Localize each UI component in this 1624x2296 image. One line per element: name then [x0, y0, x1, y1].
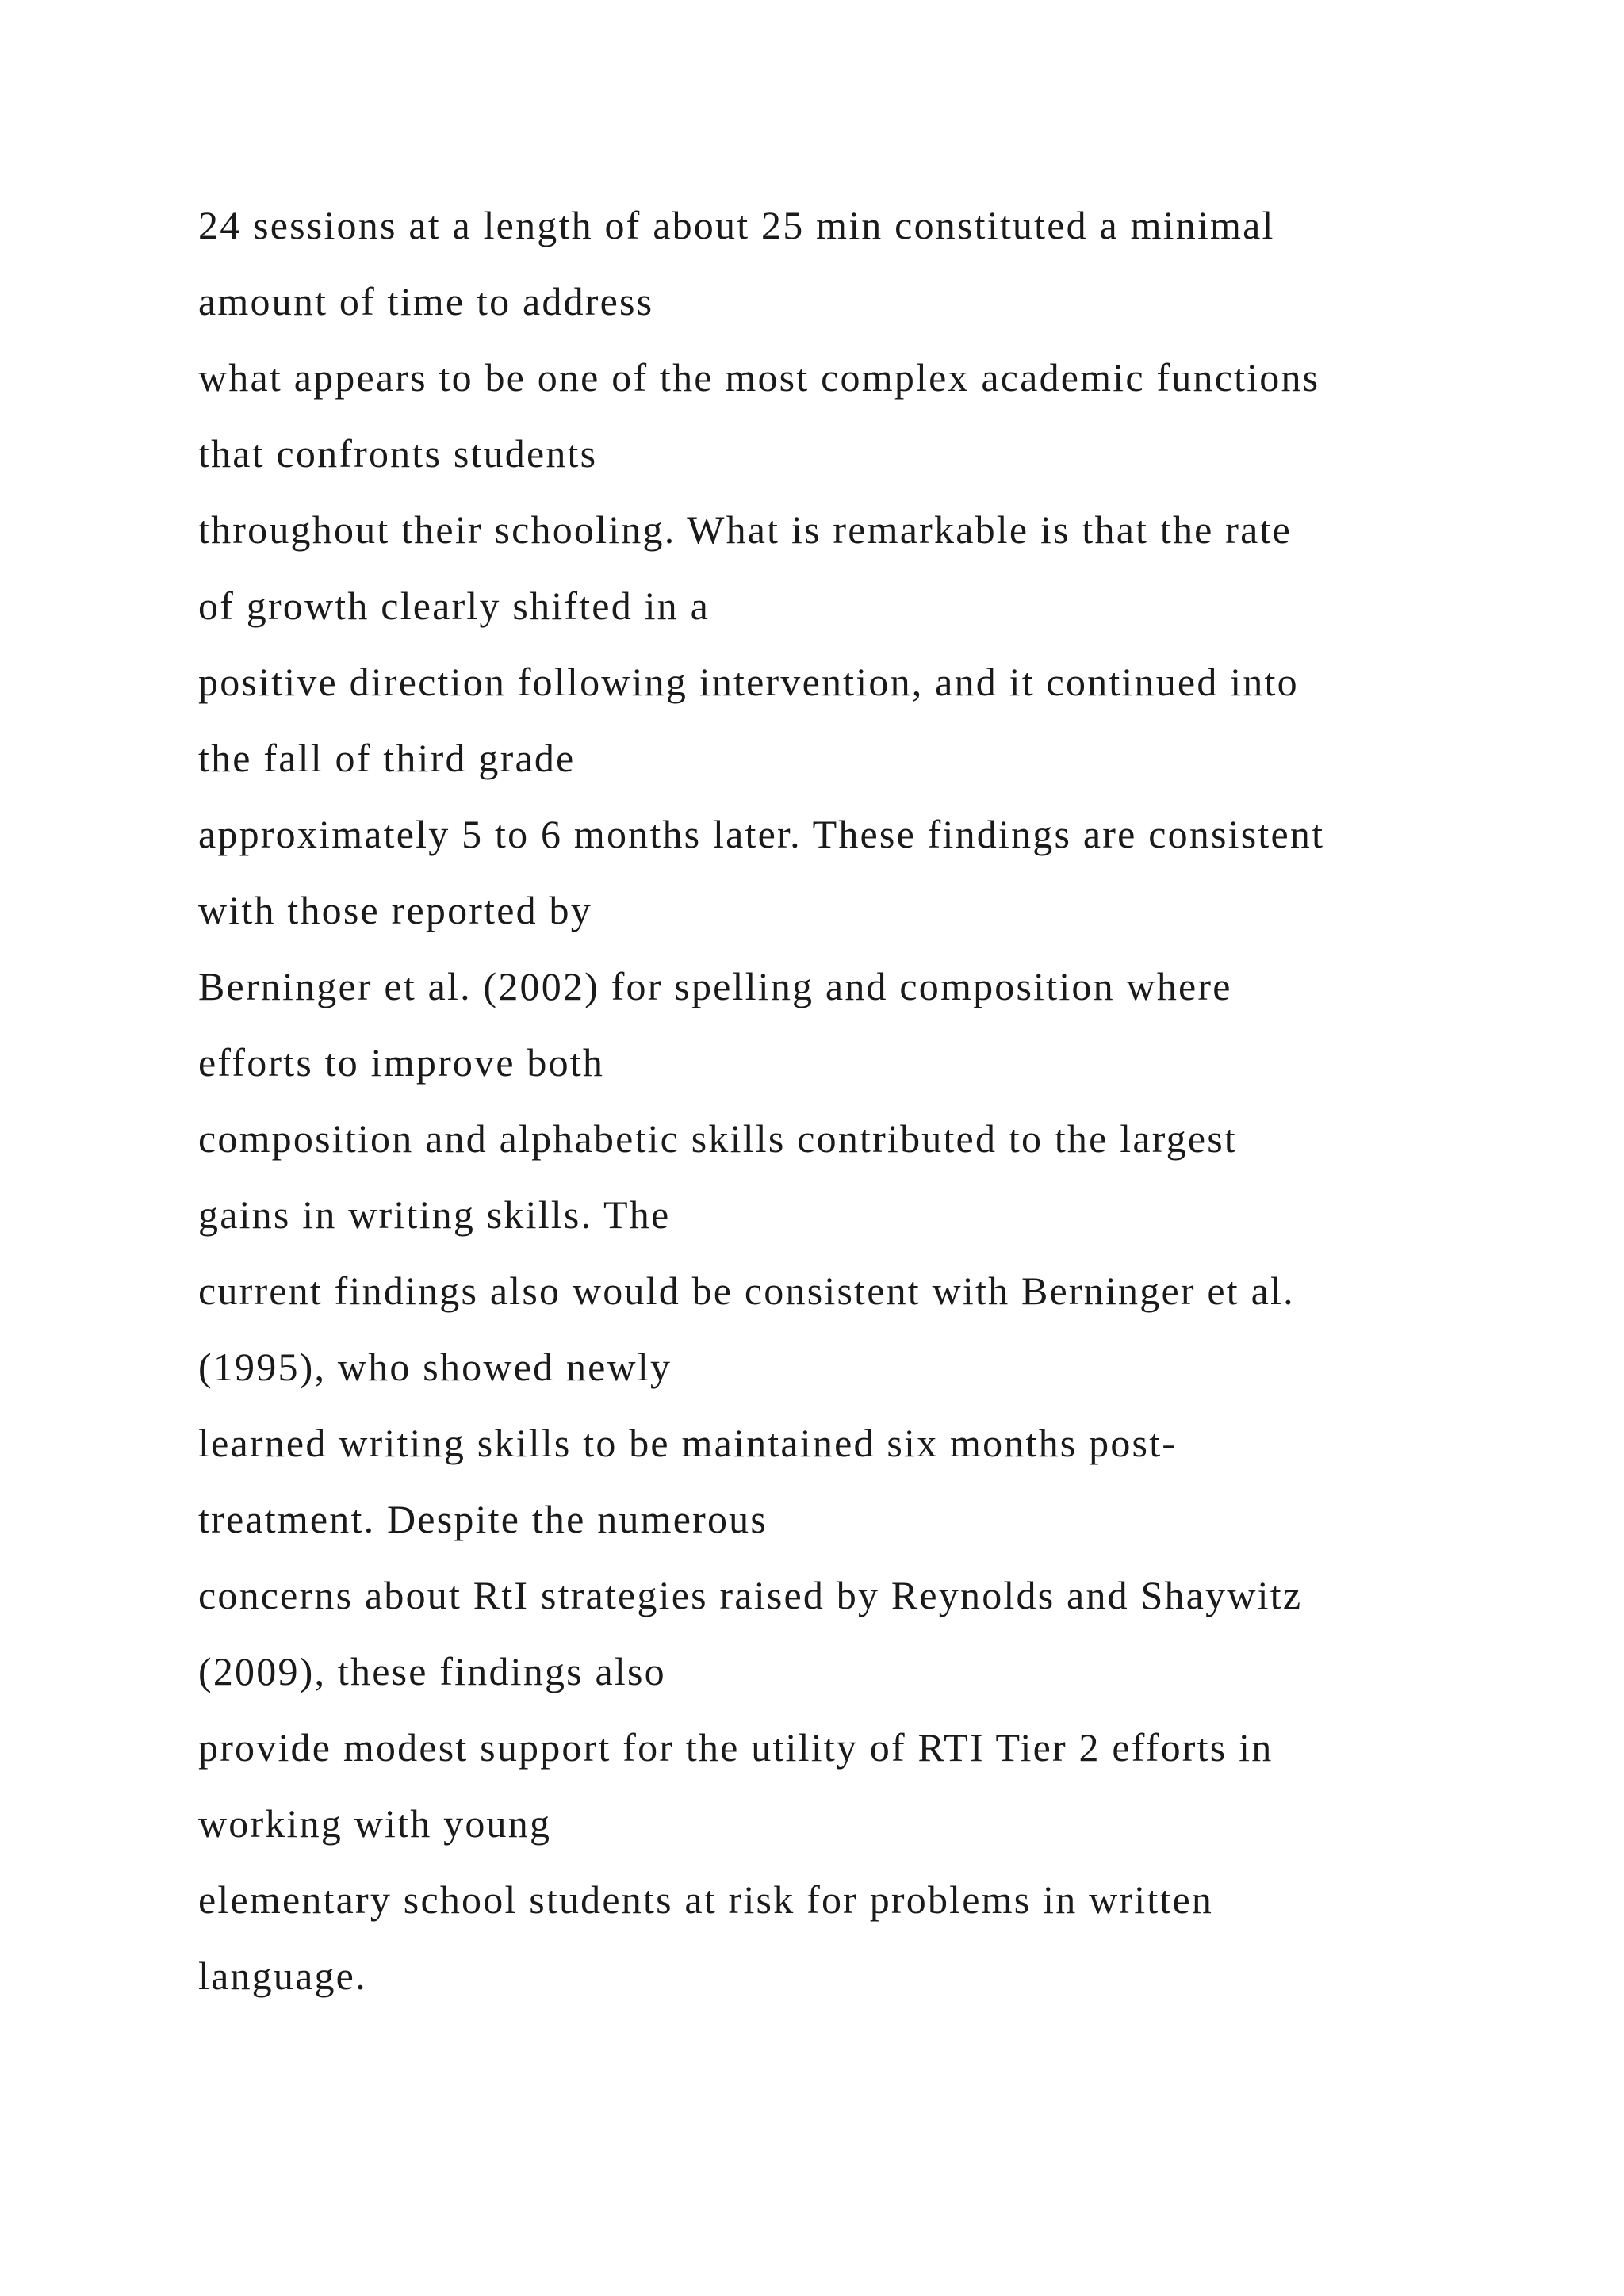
text-line: that confronts students	[198, 431, 598, 476]
text-line: working with young	[198, 1801, 552, 1846]
text-line: (1995), who showed newly	[198, 1345, 672, 1389]
text-line: current findings also would be consistent with Berninger et al.	[198, 1269, 1295, 1313]
text-line: of growth clearly shifted in a	[198, 584, 710, 628]
text-line: efforts to improve both	[198, 1040, 605, 1085]
text-line: provide modest support for the utility of RTI Tier 2 efforts in	[198, 1725, 1274, 1770]
text-line: language.	[198, 1954, 367, 1998]
text-line: positive direction following intervention, and it continued into	[198, 660, 1299, 704]
text-line: 24 sessions at a length of about 25 min constituted a minimal	[198, 203, 1275, 247]
text-line: what appears to be one of the most complex academic functions	[198, 355, 1320, 400]
text-line: the fall of third grade	[198, 736, 576, 780]
text-line: learned writing skills to be maintained six months post-	[198, 1421, 1178, 1465]
text-line: approximately 5 to 6 months later. These findings are consistent	[198, 812, 1325, 856]
body-text	[198, 187, 1546, 2014]
text-line: treatment. Despite the numerous	[198, 1497, 768, 1541]
text-line: (2009), these findings also	[198, 1649, 666, 1693]
text-line: with those reported by	[198, 888, 592, 932]
text-line: elementary school students at risk for problems in written	[198, 1877, 1214, 1922]
text-line: concerns about RtI strategies raised by Reynolds and Shaywitz	[198, 1573, 1303, 1617]
text-line: gains in writing skills. The	[198, 1192, 671, 1237]
text-line: throughout their schooling. What is remarkable is that the rate	[198, 507, 1293, 552]
text-line: amount of time to address	[198, 279, 654, 323]
text-line: composition and alphabetic skills contributed to the largest	[198, 1116, 1238, 1161]
text-line: Berninger et al. (2002) for spelling and composition where	[198, 964, 1232, 1008]
